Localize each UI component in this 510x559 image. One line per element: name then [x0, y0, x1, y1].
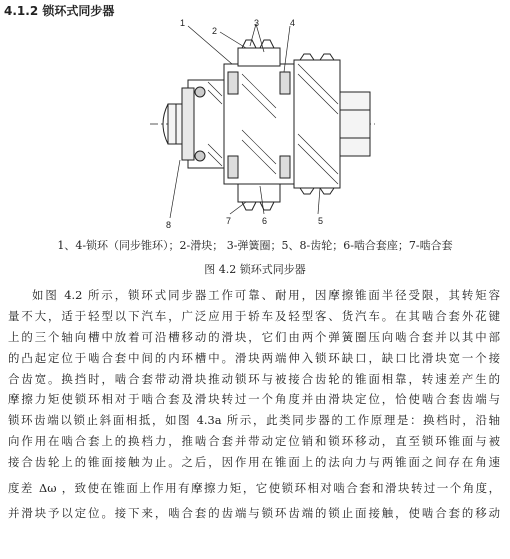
callout-7: 7 — [226, 216, 232, 226]
body-line: 锁环齿端以锁止斜面相抵，如图 4.3a 所示，此类同步器的工作原理是：换档时，沿轴 — [8, 413, 500, 428]
synchronizer-drawing — [150, 18, 375, 230]
callout-5: 5 — [318, 216, 324, 226]
figure-title: 图 4.2 锁环式同步器 — [204, 263, 306, 276]
body-line: 的凸起定位于啮合套中间的内环槽中。滑块两端伸入锁环缺口，缺口比滑块宽一个接 — [8, 350, 500, 365]
callout-8: 8 — [166, 220, 172, 230]
callout-1: 1 — [180, 18, 186, 28]
body-paragraph — [8, 285, 500, 524]
body-line: 摩擦力矩使锁环相对于啮合套及滑块转过一个角度并由滑块定位，恰使啮合套齿端与 — [8, 392, 500, 407]
body-line: 度差 Δω ，致使在锥面上作用有摩擦力矩，它使锁环相对啮合套和滑块转过一个角度， — [8, 481, 500, 496]
body-line: 量不大，适于轻型以下汽车，广泛应用于轿车及轻型客、货汽车。在其啮合套外花键 — [8, 308, 500, 323]
body-line: 如图 4.2 所示，锁环式同步器工作可靠、耐用，因摩擦锥面半径受限，其转矩容 — [32, 288, 500, 302]
synchronizer-cross-section-diagram — [150, 18, 375, 230]
callout-3: 3 — [254, 18, 260, 28]
body-line: 合齿宽。换挡时，啮合套带动滑块推动锁环与被接合齿轮的锥面相靠，转速差产生的 — [8, 371, 500, 386]
body-line: 接合齿轮上的锥面接触为止。之后，因作用在锥面上的法向力与两锥面之间存在角速 — [8, 455, 500, 470]
callout-2: 2 — [212, 26, 218, 36]
callout-4: 4 — [290, 18, 296, 28]
figure-legend: 1、4-锁环（同步锥环）；2-滑块； 3-弹簧圈；5、8-齿轮；6-啮合套座；7-啮合套 — [57, 239, 453, 252]
callout-6: 6 — [262, 216, 268, 226]
section-title: 4.1.2 锁环式同步器 — [4, 4, 115, 18]
body-line: 上的三个轴向槽中放着可沿槽移动的滑块，它们由两个弹簧圈压向啮合套并以其中部 — [8, 329, 500, 344]
body-line: 向作用在啮合套上的换档力，推啮合套并带动定位销和锁环移动，直至锁环锥面与被 — [8, 434, 500, 449]
body-line: 并滑块予以定位。接下来，啮合套的齿端与锁环齿端的锁止面接触，使啮合套的移动 — [8, 506, 500, 521]
